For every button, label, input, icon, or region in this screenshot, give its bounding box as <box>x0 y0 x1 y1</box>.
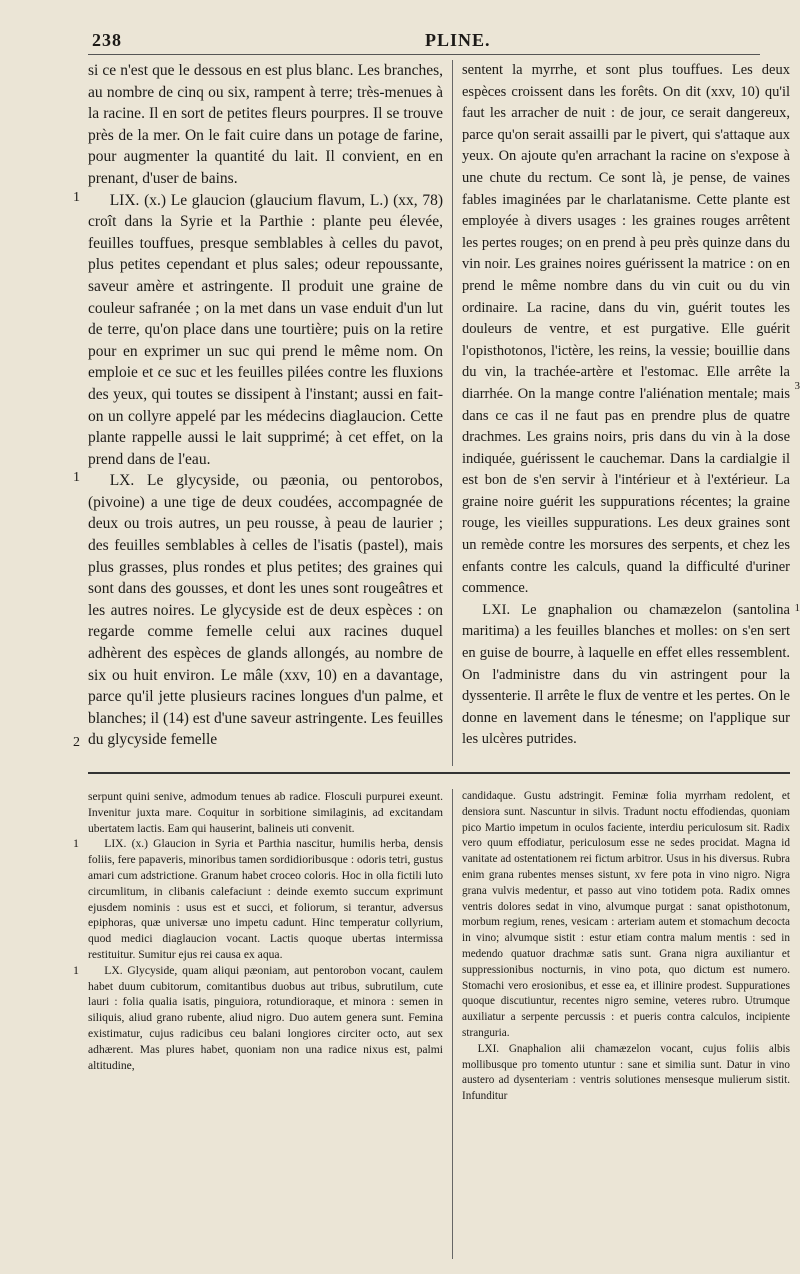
margin-number: 1 <box>73 962 79 977</box>
page-number: 238 <box>92 30 122 50</box>
latin-paragraph: serpunt quini senive, admodum tenues ab radice. Flosculi purpurei exeunt. Invenitur juxta mare. Coquitur in sorbitione similaginis, ad excitandam ubertatem lactis. Eam qui hauserint, balineis uti convenit. <box>88 790 443 835</box>
french-left-column <box>73 60 443 751</box>
paragraph-text: LIX. (x.) Glaucion in Syria et Parthia nascitur, humilis herba, densis foliis, fere papaveris, minoribus tamen sordidioribusque : odoris tetri, gustus amari cum adstrictione. Granum habet croceo coloris. Hoc in olla fictili luto circumlitum, in clibanis calefaciunt : deinde exemto succum exprimunt ejusdem nominis : usus est et succi, et foliorum, si terantur, adversus epiphoras, quæ universæ uno impetu cadunt. Hinc temperatur collyrium, quod medici diaglaucion vocant. Lactis quoque ubertas intermissa restituitur. Sumitur ejus rei causa ex aqua. <box>88 837 443 961</box>
latin-paragraph-lxi: LXI. Gnaphalion alii chamæzelon vocant, cujus foliis albis mollibusque pro tomento utuntur : sane et similia sunt. Datur in vino austero ad dysenteriam : ventris solutiones mensesque mulierum sistit. Infunditur <box>462 1042 790 1103</box>
latin-left-column <box>73 789 443 1073</box>
french-paragraph-lix <box>73 189 443 471</box>
french-paragraph-lx <box>73 470 443 751</box>
margin-number: 3 <box>794 380 800 392</box>
margin-number: 1 <box>73 189 80 205</box>
margin-number: 1 <box>73 470 80 486</box>
paragraph-text: LX. Glycyside, quam aliqui pæoniam, aut pentorobon vocant, caulem habet duum cubitorum, comitantibus duobus aut tribus, subrutilum, cute lauri : folia qualia isatis, pinguiora, rotundioraque, et minora : semen in siliquis, aliud grano rubente, aliud nigro. Duo autem genera sunt. Femina existimatur, cujus radicibus ceu balani longiores circiter octo, aut sex adhærent. Mas plures habet, quoniam non una radice nixus est, palmi altitudine, <box>88 963 443 1072</box>
latin-right-column <box>462 789 790 1105</box>
french-paragraph-lxi <box>462 600 800 751</box>
paragraph-text: LX. Le glycyside, ou pæonia, ou pentorobos, (pivoine) a une tige de deux coudées, accompagnée de deux ou trois autres, un peu rousse, à peau de laurier ; des feuilles semblables à celles de l'isatis (pastel), mais plus grasses, plus rondes et plus petites; des graines qui sont dans des gousses, et dont les unes sont rougeâtres et les autres noires. Le glycyside est de deux espèces : on regarde comme femelle celui aux racines duquel adhèrent des espèces de glands allongés, au nombre de six ou huit environ. Le mâle (xxv, 10) en a davantage, parce qu'il jette plusieurs racines longues d'un palme, et blanches; il (14) est d'une saveur astringente. Les feuilles du glycyside femelle <box>88 472 443 749</box>
paragraph-text: sentent la myrrhe, et sont plus touffues. Les deux espèces croissent dans les forêts. On dit (xxv, 10) qu'il faut les arracher de nuit : de jour, ce serait dangereux, parce qu'on serait assailli par le pivert, qui s'attaque aux yeux. On ajoute qu'en arrachant la racine on s'expose à une chute du rectum. Ce sont là, je pense, de vaines fables imaginées par le charlatanisme. Cette plante est employée à divers usages : les graines rouges arrêtent les pertes rouges; on en prend à peu près quinze dans du vin noir. Les graines noires guérissent la matrice : on en prend le même nombre dans du vin cuit ou du vin ordinaire. La racine, dans du vin, guérit toutes les douleurs de ventre, et est purgative. Elle guérit l'opisthotonos, l'ictère, les reins, la vessie; bouillie dans du vin, la trachée-artère et l'estomac. Elle arrête la diarrhée. On la mange contre l'aliénation mentale; mais dans ce cas il ne faut pas en prendre plus de quatre drachmes. Les grains noirs, pris dans du vin à la dose indiquée, guérissent le cauchemar. Dans la cardialgie il est bon de s'en servir à l'intérieur et à l'extérieur. La graine noire guérit les suppurations récentes; la graine rouge, les vieilles suppurations. Les deux graines sont un remède contre les morsures des serpents, et chez les enfants contre les calculs, quand la difficulté d'uriner commence. <box>462 62 790 597</box>
margin-number: 1 <box>794 601 800 614</box>
french-paragraph: si ce n'est que le dessous en est plus blanc. Les branches, au nombre de cinq ou six, rampent à terre; très-menues à la racine. Il en sort de petites fleurs pourpres. Il se trouve près de la mer. On le fait cuire dans un potage de farine, pour augmenter la quantité du lait. Il convient, en en prenant, d'user de bains. <box>88 62 443 187</box>
latin-paragraph-lx <box>73 962 443 1074</box>
section-separator <box>88 772 790 774</box>
latin-paragraph-lix <box>73 836 443 962</box>
paragraph-text: LIX. (x.) Le glaucion (glaucium flavum, L.) (xx, 78) croît dans la Syrie et la Parthie : plante peu élevée, feuilles touffues, presque semblables à celles du pavot, plus petites cependant et plus sales; odeur repoussante, saveur amère et astringente. Il produit une graine de couleur safranée ; on la met dans un vase enduit d'un lut de terre, qu'on place dans une tourtière; puis on la retire pour en exprimer un suc qui prend le même nom. On emploie et ce suc et les feuilles pilées contre les fluxions des yeux, qui toutes se dissipent à l'instant; aussi en fait-on un collyre appelé par les médecins diaglaucion. Cette plante rappelle aussi le lait supprimé; à cet effet, on la prend dans de l'eau. <box>88 191 443 468</box>
french-paragraph <box>462 60 800 600</box>
latin-paragraph: candidaque. Gustu adstringit. Feminæ folia myrrham redolent, et densiora sunt. Nascuntur in silvis. Tradunt noctu effodiendas, quoniam pico Martio impetum in oculos faciente, interdiu periculosum sit. Radix vero quum effodiatur, periculosum esse ne sedes procidat. Magna id vanitate ad ostentationem rei fictum arbitror. Usus in his diversus. Rubra enim grana rubentes menses sistunt, xv fere pota in vino nigro. Nigra grana vulvis medentur, et passo aut vino totidem pota. Radix omnes ventris dolores sedat in vino, alvumque purgat : sanat opisthotonum, morbum regium, renes, vesicam : arteriam autem et stomachum decocta in vino; alvumque sistit : estur etiam contra malum mentis : sed in medendo quatuor drachmæ satis sunt. Grana nigra auxiliantur et suppressionibus nocturnis, in vino pota, quo dictum est numero. Stomachi vero erosionibus, et esse ea, et illinire prodest. Suppurationes quoque discutiuntur, recentes nigro semine, veteres rubro. Utrumque auxiliatur a serpente percussis : et pueris contra calculos, incipiente stranguria. <box>462 790 790 1039</box>
margin-number: 2 <box>73 735 80 750</box>
paragraph-text: LXI. Le gnaphalion ou chamæzelon (santolina maritima) a les feuilles blanches et molles: on s'en sert en guise de bourre, à laquelle en effet elles ressemblent. On l'administre dans du vin astringent pour la dyssenterie. Il arrête le flux de ventre et les pertes. On le donne en lavement dans le ténesme; on l'applique sur les ulcères putrides. <box>462 601 790 748</box>
margin-number: 1 <box>73 836 79 851</box>
column-divider-top <box>452 60 453 766</box>
french-right-column <box>462 60 800 751</box>
header-rule <box>88 54 760 55</box>
running-title: PLINE. <box>425 30 491 50</box>
column-divider-bottom <box>452 789 453 1259</box>
